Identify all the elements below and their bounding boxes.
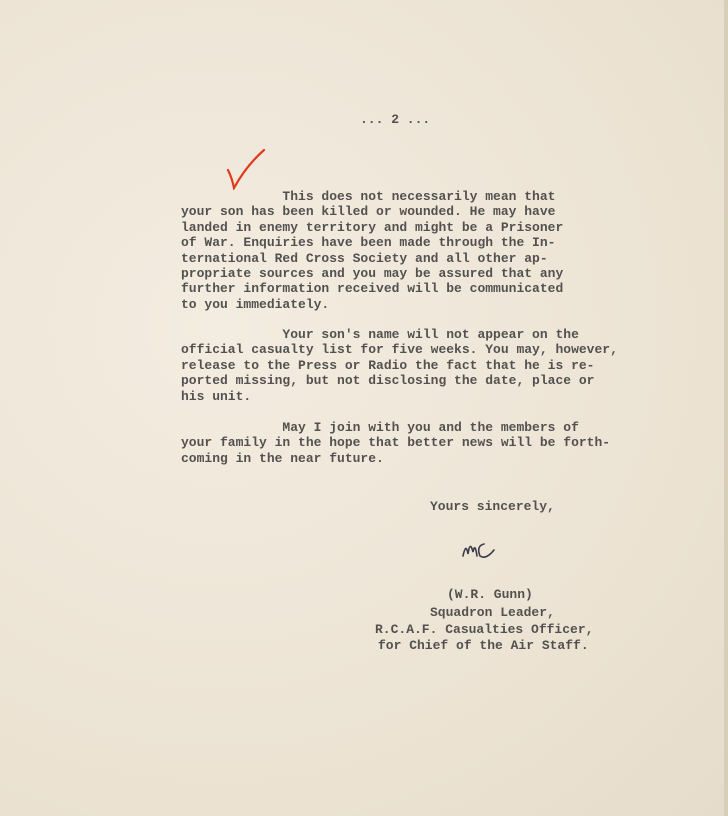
text-line: to you immediately. xyxy=(181,296,330,312)
text-line: ternational Red Cross Society and all other ap- xyxy=(181,250,548,266)
text-line: Your son's name will not appear on the xyxy=(181,327,579,342)
signer-title: R.C.A.F. Casualties Officer, xyxy=(375,622,594,637)
text-line: official casualty list for five weeks. You may, however, xyxy=(181,342,618,358)
handwritten-signature-initials xyxy=(460,530,504,564)
text-line: This does not necessarily mean that xyxy=(181,189,556,204)
text-line: ported missing, but not disclosing the date, place or xyxy=(181,373,595,389)
text-line: his unit. xyxy=(181,388,252,404)
text-line: coming in the near future. xyxy=(181,450,384,466)
paragraph-1 xyxy=(181,189,563,312)
text-line: your son has been killed or wounded. He may have xyxy=(181,204,556,220)
paragraph-3 xyxy=(181,420,610,466)
text-line: propriate sources and you may be assured that any xyxy=(181,266,564,282)
text-line: May I join with you and the members of xyxy=(181,420,579,435)
paper-edge xyxy=(724,0,728,816)
signer-on-behalf: for Chief of the Air Staff. xyxy=(378,638,589,653)
page-marker: ... 2 ... xyxy=(360,112,431,127)
signer-name: (W.R. Gunn) xyxy=(447,587,533,602)
text-line: your family in the hope that better news will be forth- xyxy=(181,435,611,451)
text-line: release to the Press or Radio the fact that he is re- xyxy=(181,357,595,373)
paragraph-2 xyxy=(181,327,618,404)
closing: Yours sincerely, xyxy=(430,499,555,514)
text-line: of War. Enquiries have been made through the In- xyxy=(181,235,556,251)
text-line: landed in enemy territory and might be a Prisoner xyxy=(181,219,564,235)
signer-rank: Squadron Leader, xyxy=(430,605,555,620)
text-line: further information received will be communicated xyxy=(181,281,564,297)
red-check-mark-icon xyxy=(224,148,268,190)
